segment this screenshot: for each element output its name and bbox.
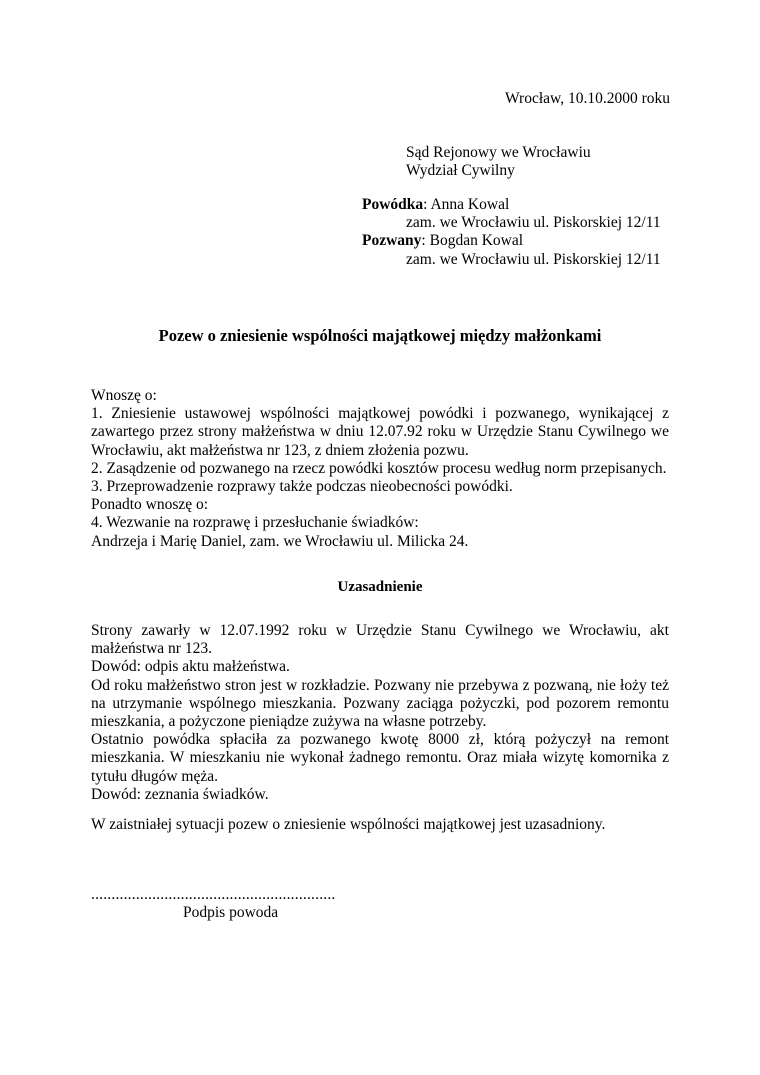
signature-label: Podpis powoda: [183, 904, 279, 921]
petition-line: 1. Zniesienie ustawowej wspólności majątkowej powódki i pozwanego, wynikającej z zawartego przez strony małżeństwa w dniu 12.07.92 roku w Urzędzie Stanu Cywilnego we Wrocławiu, akt małżeństwa nr 123, z dniem złożenia pozwu.: [91, 405, 669, 459]
court-division: Wydział Cywilny: [406, 162, 515, 180]
petition-line: Andrzeja i Marię Daniel, zam. we Wrocławiu ul. Milicka 24.: [91, 532, 469, 550]
petitions-section: [91, 387, 669, 551]
petition-line: 4. Wezwanie na rozprawę i przesłuchanie świadków:: [91, 514, 419, 532]
plaintiff-name: : Anna Kowal: [423, 196, 510, 213]
parties-block: [362, 196, 661, 269]
defendant-name: : Bogdan Kowal: [421, 232, 524, 250]
place-date: Wrocław, 10.10.2000 roku: [505, 90, 670, 107]
document-title: Pozew o zniesienie wspólności majątkowej między małżonkami: [158, 326, 602, 345]
justification-paragraph: Dowód: zeznania świadków.: [91, 785, 269, 803]
defendant-address: zam. we Wrocławiu ul. Piskorskiej 12/11: [406, 250, 661, 268]
justification-section: [91, 622, 669, 804]
petition-line: Ponadto wnoszę o:: [91, 496, 209, 514]
plaintiff-line: [362, 196, 661, 214]
court-name: Sąd Rejonowy we Wrocławiu: [406, 144, 591, 161]
petition-line: 3. Przeprowadzenie rozprawy także podczas nieobecności powódki.: [91, 478, 513, 496]
justification-paragraph: Strony zawarły w 12.07.1992 roku w Urzędzie Stanu Cywilnego we Wrocławiu, akt małżeństwa nr 123.: [91, 622, 669, 658]
defendant-line: [362, 232, 661, 250]
justification-paragraph: Od roku małżeństwo stron jest w rozkładzie. Pozwany nie przebywa z pozwaną, nie łoży też na utrzymanie wspólnego mieszkania. Pozwany zaciąga pożyczki, pod pozorem remontu mieszkania, a pożyczone pieniądze zużywa na własne potrzeby.: [91, 676, 669, 731]
defendant-label: Pozwany: [362, 232, 422, 250]
signature-line: ............................................................: [91, 886, 336, 903]
plaintiff-address: zam. we Wrocławiu ul. Piskorskiej 12/11: [406, 214, 661, 232]
petition-line: 2. Zasądzenie od pozwanego na rzecz powódki kosztów procesu według norm przepisanych.: [91, 459, 667, 477]
justification-paragraph: Dowód: odpis aktu małżeństwa.: [91, 658, 290, 676]
petition-line: Wnoszę o:: [91, 387, 157, 404]
conclusion: W zaistniałej sytuacji pozew o zniesienie wspólności majątkowej jest uzasadniony.: [91, 816, 606, 833]
court-block: [406, 144, 591, 180]
justification-heading: Uzasadnienie: [337, 579, 423, 595]
justification-paragraph: Ostatnio powódka spłaciła za pozwanego kwotę 8000 zł, którą pożyczył na remont mieszkania. W mieszkaniu nie wykonał żadnego remontu. Oraz miała wizytę komornika z tytułu długów męża.: [91, 731, 669, 785]
plaintiff-label: Powódka: [362, 196, 424, 213]
